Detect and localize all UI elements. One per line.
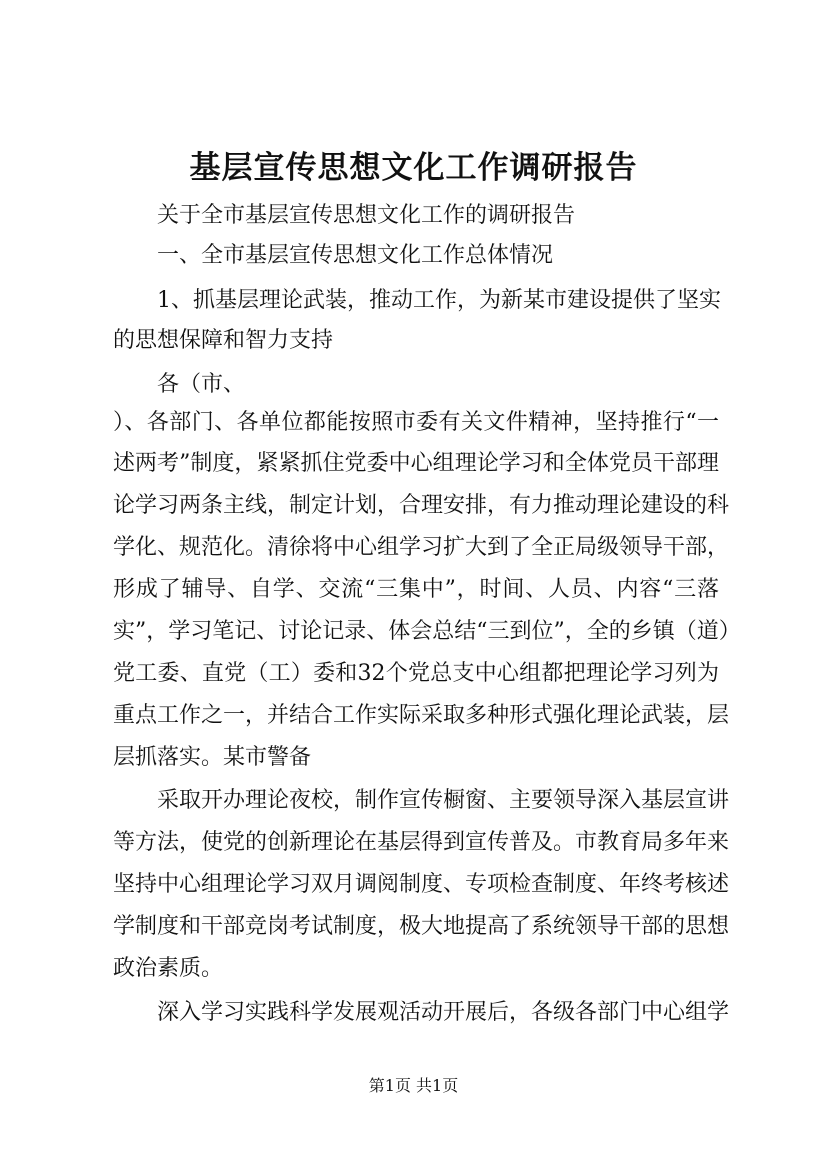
report-subtitle: 关于全市基层宣传思想文化工作的调研报告 — [157, 203, 576, 228]
paragraph-line: 重点工作之一，并结合工作实际采取多种形式强化理论武装，层 — [113, 703, 730, 728]
page-number-footer: 第1页 共1页 — [368, 1076, 459, 1095]
paragraph-line: 坚持中心组理论学习双月调阅制度、专项检查制度、年终考核述 — [113, 872, 730, 897]
paragraph-line: 党工委、直党（工）委和32个党总支中心组都把理论学习列为 — [113, 661, 719, 686]
paragraph-line: 的思想保障和智力支持 — [113, 328, 334, 353]
paragraph-line: 采取开办理论夜校，制作宣传橱窗、主要领导深入基层宣讲 — [157, 788, 730, 813]
paragraph-line: ）、各部门、各单位都能按照市委有关文件精神，坚持推行“一 — [113, 410, 719, 435]
paragraph-line: 层抓落实。某市警备 — [113, 745, 312, 770]
section-heading: 一、全市基层宣传思想文化工作总体情况 — [157, 243, 554, 268]
paragraph-line: 1、抓基层理论武装，推动工作，为新某市建设提供了坚实 — [157, 288, 721, 313]
paragraph-line: 等方法，使党的创新理论在基层得到宣传普及。市教育局多年来 — [113, 830, 730, 855]
paragraph-line: 述两考”制度，紧紧抓住党委中心组理论学习和全体党员干部理 — [113, 451, 719, 476]
paragraph-line: 学化、规范化。清徐将中心组学习扩大到了全正局级领导干部， — [113, 535, 730, 560]
paragraph-line: 形成了辅导、自学、交流“三集中”，时间、人员、内容“三落 — [113, 577, 719, 602]
paragraph-line: 各（市、 — [157, 372, 246, 397]
document-title: 基层宣传思想文化工作调研报告 — [189, 150, 638, 186]
paragraph-line: 学制度和干部竞岗考试制度，极大地提高了系统领导干部的思想 — [113, 914, 730, 939]
paragraph-line: 深入学习实践科学发展观活动开展后，各级各部门中心组学 — [157, 1000, 730, 1025]
paragraph-line: 政治素质。 — [113, 956, 224, 981]
paragraph-line: 论学习两条主线，制定计划，合理安排，有力推动理论建设的科 — [113, 493, 730, 518]
paragraph-line: 实”，学习笔记、讨论记录、体会总结“三到位”，全的乡镇（道） — [113, 619, 741, 644]
